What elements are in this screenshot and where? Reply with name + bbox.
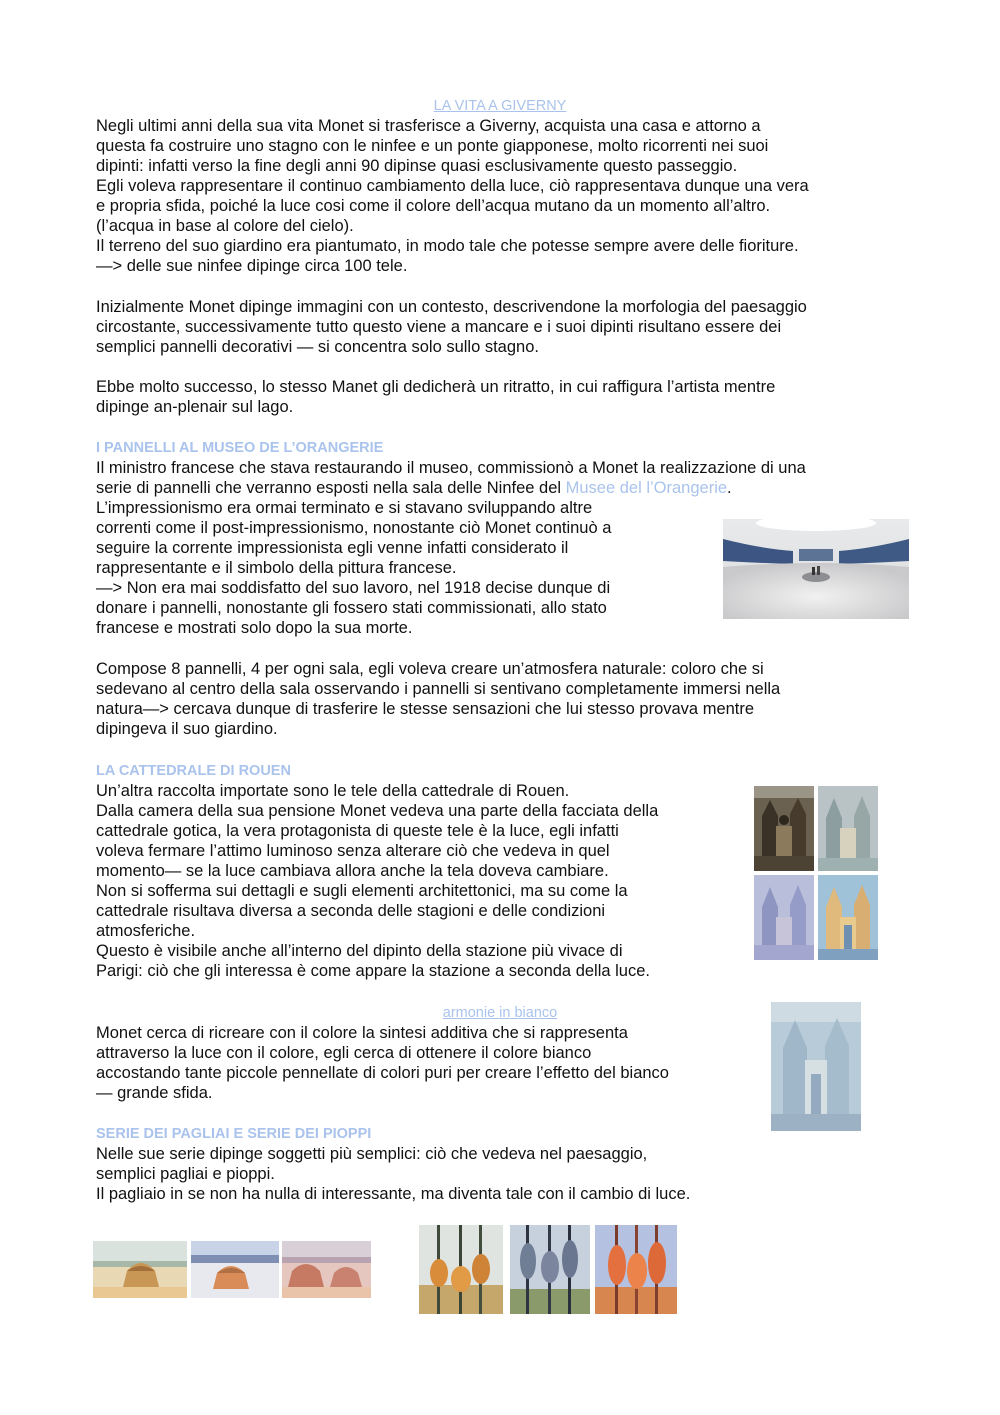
giverny-line-2: questa fa costruire uno stagno con le ninfee e un ponte giapponese, molto ricorrenti nei suoi bbox=[96, 137, 769, 155]
rouen-line-9: Questo è visibile anche all’interno del dipinto della stazione più vivace di bbox=[96, 942, 623, 960]
giverny-line-4: Egli voleva rappresentare il continuo cambiamento della luce, ciò rappresentava dunque una vera bbox=[96, 177, 809, 195]
orangerie-line-10: Compose 8 pannelli, 4 per ogni sala, egli voleva creare un’atmosfera naturale: coloro che si bbox=[96, 660, 764, 678]
rouen-cathedral-painting-4 bbox=[818, 875, 878, 960]
giverny-line-9: Inizialmente Monet dipinge immagini con un contesto, descrivendone la morfologia del paesaggio bbox=[96, 298, 807, 316]
orangerie-line-2-suffix: . bbox=[727, 479, 732, 497]
giverny-line-7: Il terreno del suo giardino era piantumato, in modo tale che potesse sempre avere delle fioriture. bbox=[96, 237, 799, 255]
poplars-painting-2 bbox=[510, 1225, 590, 1314]
giverny-line-8: —> delle sue ninfee dipinge circa 100 tele. bbox=[96, 257, 408, 275]
orangerie-line-13: dipingeva il suo giardino. bbox=[96, 720, 278, 738]
orangerie-line-11: sedevano al centro della sala osservando i pannelli si sentivano completamente immersi nella bbox=[96, 680, 781, 698]
orangerie-line-1: Il ministro francese che stava restaurando il museo, commissionò a Monet la realizzazione di una bbox=[96, 459, 806, 477]
giverny-line-5: e propria sfida, poiché la luce cosi come il colore dell’acqua mutano da un momento all’altro. bbox=[96, 197, 771, 215]
rouen-line-4: voleva fermare l’attimo luminoso senza alterare ciò che vedeva in quel bbox=[96, 842, 610, 860]
bianco-line-4: — grande sfida. bbox=[96, 1084, 213, 1102]
giverny-line-13: dipinge an-plenair sul lago. bbox=[96, 398, 294, 416]
rouen-line-2: Dalla camera della sua pensione Monet vedeva una parte della facciata della bbox=[96, 802, 659, 820]
haystack-painting-2 bbox=[191, 1241, 279, 1298]
rouen-cathedral-painting-1 bbox=[754, 786, 814, 871]
giverny-line-1: Negli ultimi anni della sua vita Monet si trasferisce a Giverny, acquista una casa e attorno a bbox=[96, 117, 761, 135]
giverny-line-11: semplici pannelli decorativi — si concentra solo sullo stagno. bbox=[96, 338, 539, 356]
heading-rouen: LA CATTEDRALE DI ROUEN bbox=[96, 763, 291, 779]
rouen-line-10: Parigi: ciò che gli interessa è come appare la stazione a seconda della luce. bbox=[96, 962, 650, 980]
giverny-line-10: circostante, successivamente tutto questo viene a mancare e i suoi dipinti risultano essere dei bbox=[96, 318, 782, 336]
pagliai-line-3: Il pagliaio in se non ha nulla di interessante, ma diventa tale con il cambio di luce. bbox=[96, 1185, 691, 1203]
bianco-line-3: accostando tante piccole pennellate di colori puri per creare l’effetto del bianco bbox=[96, 1064, 669, 1082]
bianco-line-1: Monet cerca di ricreare con il colore la sintesi additiva che si rappresenta bbox=[96, 1024, 628, 1042]
poplars-painting-3 bbox=[595, 1225, 677, 1314]
rouen-cathedral-painting-2 bbox=[818, 786, 878, 871]
orangerie-line-6: rappresentante e il simbolo della pittura francese. bbox=[96, 559, 457, 577]
rouen-line-1: Un’altra raccolta importate sono le tele della cattedrale di Rouen. bbox=[96, 782, 570, 800]
orangerie-line-3: L’impressionismo era ormai terminato e si stavano sviluppando altre bbox=[96, 499, 593, 517]
pagliai-line-2: semplici pagliai e pioppi. bbox=[96, 1165, 275, 1183]
orangerie-room-image bbox=[723, 519, 909, 619]
orangerie-line-12: natura—> cercava dunque di trasferire le stesse sensazioni che lui stesso provava mentre bbox=[96, 700, 755, 718]
giverny-line-3: dipinti: infatti verso la fine degli anni 90 dipinse quasi esclusivamente questo passeggio. bbox=[96, 157, 738, 175]
giverny-line-6: (l’acqua in base al colore del cielo). bbox=[96, 217, 354, 235]
orangerie-line-8: donare i pannelli, nonostante gli fossero stati commissionati, allo stato bbox=[96, 599, 607, 617]
haystack-painting-3 bbox=[282, 1241, 371, 1298]
heading-orangerie: I PANNELLI AL MUSEO DE L’ORANGERIE bbox=[96, 440, 384, 456]
rouen-line-7: cattedrale risultava diversa a seconda delle stagioni e delle condizioni bbox=[96, 902, 606, 920]
rouen-cathedral-white-painting bbox=[771, 1002, 861, 1131]
orangerie-line-4: correnti come il post-impressionismo, nonostante ciò Monet continuò a bbox=[96, 519, 612, 537]
orangerie-line-5: seguire la corrente impressionista egli venne infatti considerato il bbox=[96, 539, 569, 557]
orangerie-line-7: —> Non era mai soddisfatto del suo lavoro, nel 1918 decise dunque di bbox=[96, 579, 611, 597]
pagliai-line-1: Nelle sue serie dipinge soggetti più semplici: ciò che vedeva nel paesaggio, bbox=[96, 1145, 648, 1163]
haystack-painting-1 bbox=[93, 1241, 187, 1298]
title-vita-a-giverny[interactable]: LA VITA A GIVERNY bbox=[433, 98, 567, 114]
orangerie-line-2 bbox=[96, 478, 732, 498]
title-armonie-in-bianco[interactable]: armonie in bianco bbox=[442, 1005, 558, 1021]
rouen-line-5: momento— se la luce cambiava allora anche la tela doveva cambiare. bbox=[96, 862, 609, 880]
orangerie-line-9: francese e mostrati solo dopo la sua morte. bbox=[96, 619, 413, 637]
rouen-line-3: cattedrale gotica, la vera protagonista di queste tele è la luce, egli infatti bbox=[96, 822, 619, 840]
orangerie-line-2-prefix: serie di pannelli che verranno esposti nella sala delle Ninfee del bbox=[96, 479, 566, 497]
poplars-painting-1 bbox=[419, 1225, 503, 1314]
bianco-line-2: attraverso la luce con il colore, egli cerca di ottenere il colore bianco bbox=[96, 1044, 592, 1062]
rouen-line-8: atmosferiche. bbox=[96, 922, 196, 940]
rouen-cathedral-painting-3 bbox=[754, 875, 814, 960]
orangerie-museum-link[interactable]: Musee del l’Orangerie bbox=[565, 479, 728, 497]
heading-pagliai: SERIE DEI PAGLIAI E SERIE DEI PIOPPI bbox=[96, 1126, 372, 1142]
rouen-line-6: Non si sofferma sui dettagli e sugli elementi architettonici, ma su come la bbox=[96, 882, 628, 900]
giverny-line-12: Ebbe molto successo, lo stesso Manet gli dedicherà un ritratto, in cui raffigura l’artista mentre bbox=[96, 378, 776, 396]
